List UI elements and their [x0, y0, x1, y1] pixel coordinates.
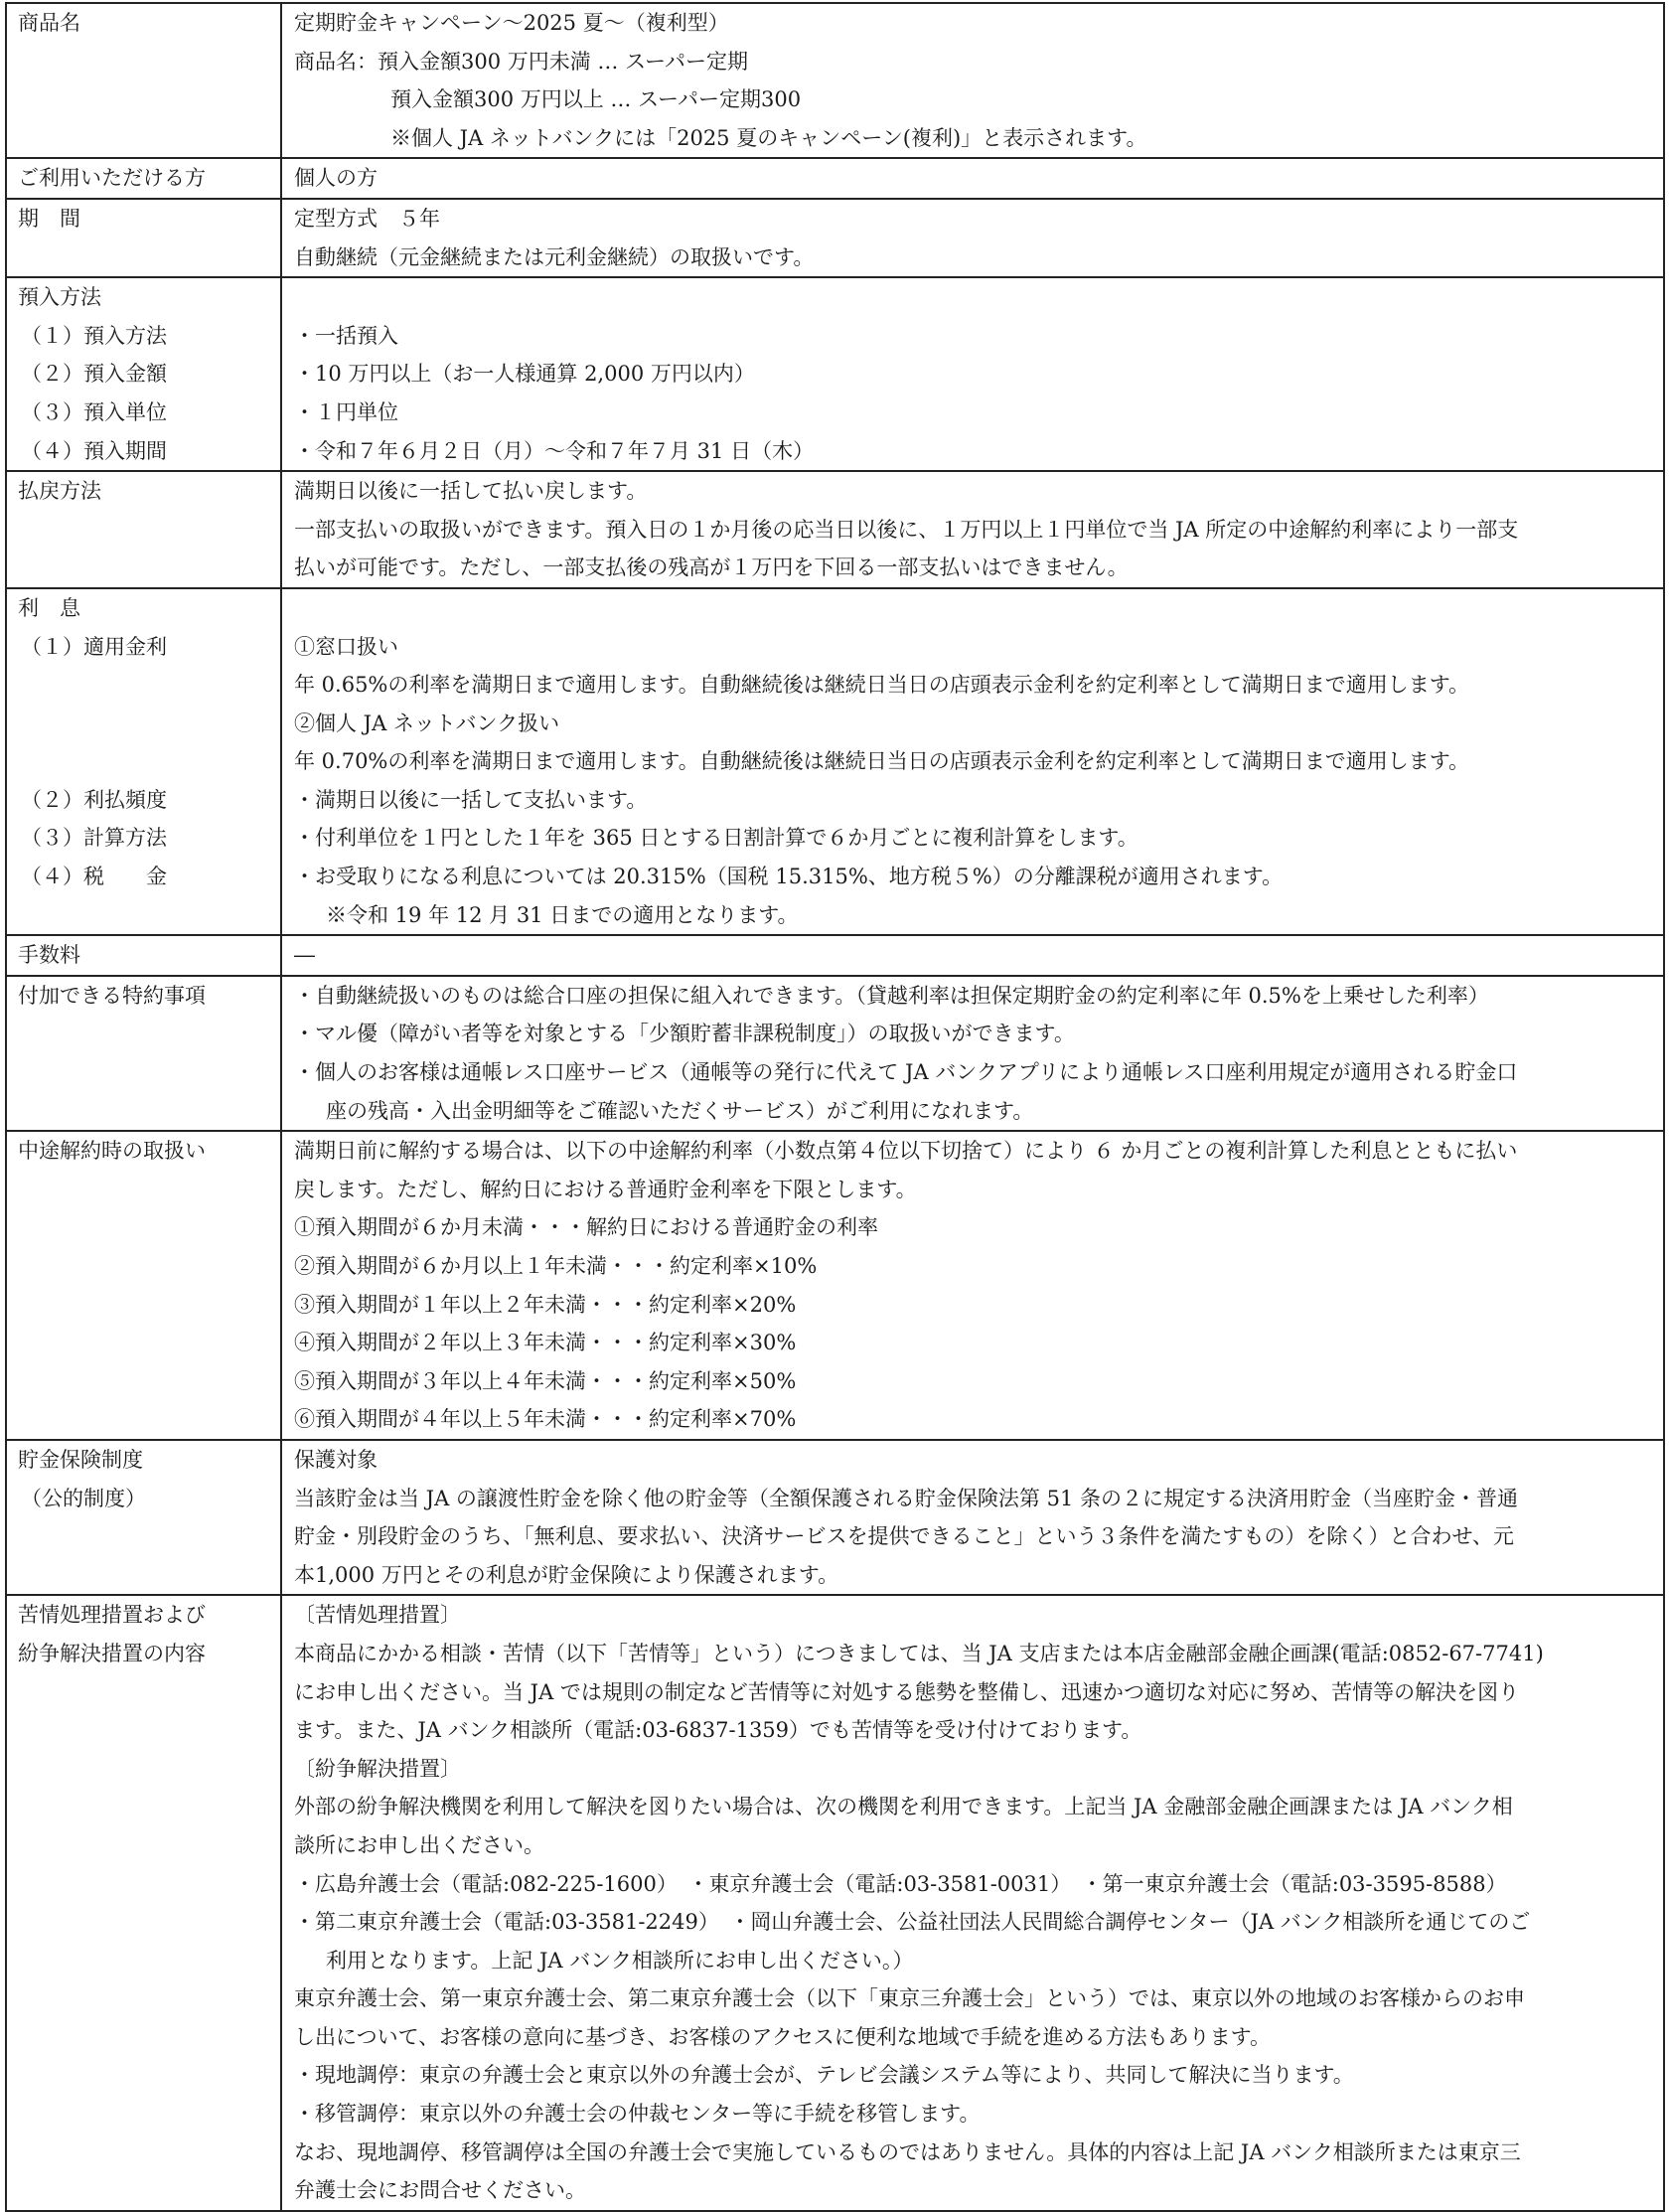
content-line: 貯金・別段貯金のうち、「無利息、要求払い、決済サービスを提供できること」という３条件を満たすもの）を除く）と合わせ、元: [294, 1524, 1514, 1549]
content-line: 満期日前に解約する場合は、以下の中途解約利率（小数点第４位以下切捨て）により ６ か月ごとの複利計算した利息とともに払い: [294, 1139, 1518, 1164]
content-line: ・個人のお客様は通帳レス口座サービス（通帳等の発行に代えて JA バンクアプリにより通帳レス口座利用規定が適用される貯金口: [294, 1060, 1518, 1085]
label-line: 紛争解決措置の内容: [18, 1641, 206, 1665]
content-eligible: [281, 158, 1664, 199]
content-line: ※個人 JA ネットバンクには「2025 夏のキャンペーン(複利)」と表示されます。: [390, 125, 1147, 150]
content-line: 弁護士会にお問合せください。: [294, 2178, 586, 2203]
row-special-terms: [6, 976, 1664, 1131]
label-line: 払戻方法: [18, 479, 101, 504]
label-line: 付加できる特約事項: [18, 983, 206, 1008]
label-line: （１）適用金利: [21, 634, 167, 659]
label-interest: [6, 588, 281, 935]
content-line: ②預入期間が６か月以上１年未満・・・約定利率×10%: [294, 1254, 818, 1278]
content-line: なお、現地調停、移管調停は全国の弁護士会で実施しているものではありません。具体的内容は上記 JA バンク相談所または東京三: [294, 2139, 1521, 2164]
label-withdrawal: [6, 471, 281, 588]
content-line: 自動継続（元金継続または元利金継続）の取扱いです。: [294, 244, 815, 269]
content-line: 東京弁護士会、第一東京弁護士会、第二東京弁護士会（以下「東京三弁護士会」という）では、東京以外の地域のお客様からのお申: [294, 1986, 1525, 2011]
product-description-table: [5, 2, 1665, 2212]
content-deposit-method: [281, 277, 1664, 471]
content-product-name: [281, 3, 1664, 158]
content-line: ②個人 JA ネットバンク扱い: [294, 711, 560, 735]
label-line: 利 息: [18, 595, 80, 620]
content-special-terms: [281, 976, 1664, 1131]
content-line: ・広島弁護士会（電話:082-225-1600） ・東京弁護士会（電話:03-3581-0031） ・第一東京弁護士会（電話:03-3595-8588）: [294, 1871, 1507, 1896]
label-line: 苦情処理措置および: [18, 1603, 206, 1628]
content-withdrawal: [281, 471, 1664, 588]
label-line: （４）税 金: [21, 865, 167, 889]
content-line: ・１円単位: [294, 399, 398, 424]
content-line: ―: [294, 943, 315, 968]
content-line: ③預入期間が１年以上２年未満・・・約定利率×20%: [294, 1292, 797, 1317]
content-line: 年 0.70%の利率を満期日まで適用します。自動継続後は継続日当日の店頭表示金利を約定利率として満期日まで適用します。: [294, 749, 1470, 774]
content-line: ⑥預入期間が４年以上５年未満・・・約定利率×70%: [294, 1407, 797, 1432]
label-line: （３）預入単位: [21, 399, 167, 424]
content-line: [294, 278, 1663, 317]
label-line: ご利用いただける方: [18, 166, 206, 191]
label-line: 貯金保険制度: [18, 1447, 143, 1472]
row-term: [6, 199, 1664, 277]
content-line: 談所にお申し出ください。: [294, 1832, 544, 1857]
content-term: [281, 199, 1664, 277]
content-line: ・移管調停：東京以外の弁護士会の仲裁センター等に手続を移管します。: [294, 2102, 981, 2127]
content-line: ①窓口扱い: [294, 634, 398, 659]
content-fee: [281, 935, 1664, 976]
label-line: （公的制度）: [21, 1486, 146, 1510]
content-line: 外部の紛争解決機関を利用して解決を図りたい場合は、次の機関を利用できます。上記当 JA 金融部金融企画課または JA バンク相: [294, 1795, 1513, 1819]
label-early-cancellation: [6, 1131, 281, 1440]
content-line: 当該貯金は当 JA の譲渡性貯金を除く他の貯金等（全額保護される貯金保険法第 51 条の２に規定する決済用貯金（当座貯金・普通: [294, 1486, 1519, 1510]
content-line: 〔苦情処理措置〕: [294, 1603, 461, 1628]
row-deposit-insurance: [6, 1440, 1664, 1595]
row-withdrawal: [6, 471, 1664, 588]
content-line: ①預入期間が６か月未満・・・解約日における普通貯金の利率: [294, 1215, 878, 1240]
content-interest: [281, 588, 1664, 935]
label-term: [6, 199, 281, 277]
content-line: 利用となります。上記 JA バンク相談所にお申し出ください。）: [326, 1948, 914, 1973]
content-line: ・お受取りになる利息については 20.315%（国税 15.315%、地方税５%）の分離課税が適用されます。: [294, 865, 1284, 889]
content-line: ・現地調停：東京の弁護士会と東京以外の弁護士会が、テレビ会議システム等により、共同して解決に当ります。: [294, 2063, 1354, 2088]
label-eligible: [6, 158, 281, 199]
content-line: [294, 589, 1663, 628]
label-line: [18, 666, 280, 705]
content-line: 戻します。ただし、解約日における普通貯金利率を下限とします。: [294, 1177, 917, 1201]
content-line: 個人の方: [294, 166, 378, 191]
content-line: ・一括預入: [294, 323, 398, 348]
content-early-cancellation: [281, 1131, 1664, 1440]
label-line: 手数料: [18, 943, 80, 968]
label-line: [18, 742, 280, 781]
content-line: ・第二東京弁護士会（電話:03-3581-2249） ・岡山弁護士会、公益社団法人民間総合調停センター（JA バンク相談所を通じてのご: [294, 1910, 1531, 1935]
content-line: 払いが可能です。ただし、一部支払後の残高が１万円を下回る一部支払いはできません。: [294, 555, 1129, 580]
content-line: ⑤預入期間が３年以上４年未満・・・約定利率×50%: [294, 1368, 797, 1393]
content-line: 年 0.65%の利率を満期日まで適用します。自動継続後は継続日当日の店頭表示金利を約定利率として満期日まで適用します。: [294, 673, 1470, 698]
content-line: ・自動継続扱いのものは総合口座の担保に組入れできます。（貸越利率は担保定期貯金の約定利率に年 0.5%を上乗せした利率）: [294, 983, 1489, 1008]
label-line: （２）預入金額: [21, 362, 167, 387]
content-complaints: [281, 1595, 1664, 2211]
content-line: ・満期日以後に一括して支払います。: [294, 787, 648, 812]
label-complaints: [6, 1595, 281, 2211]
content-line: 座の残高・入出金明細等をご確認いただくサービス）がご利用になれます。: [326, 1098, 1034, 1123]
content-line: ・マル優（障がい者等を対象とする「少額貯蓄非課税制度」）の取扱いができます。: [294, 1022, 1075, 1046]
content-line: 商品名：預入金額300 万円未満 … スーパー定期: [294, 49, 749, 74]
content-line: 定期貯金キャンペーン～2025 夏～（複利型）: [294, 11, 729, 35]
label-deposit-insurance: [6, 1440, 281, 1595]
label-special-terms: [6, 976, 281, 1131]
label-line: （１）預入方法: [21, 323, 167, 348]
content-deposit-insurance: [281, 1440, 1664, 1595]
row-complaints: [6, 1595, 1664, 2211]
row-product-name: [6, 3, 1664, 158]
content-line: 本商品にかかる相談・苦情（以下「苦情等」という）につきましては、当 JA 支店または本店金融部金融企画課(電話:0852-67-7741): [294, 1641, 1544, 1665]
content-line: 〔紛争解決措置〕: [294, 1756, 461, 1781]
content-line: ます。また、JA バンク相談所（電話:03-6837-1359）でも苦情等を受け付けております。: [294, 1718, 1142, 1743]
label-line: （３）計算方法: [21, 826, 167, 851]
content-line: ・令和７年６月２日（月）～令和７年７月 31 日（木）: [294, 438, 815, 463]
content-line: ・10 万円以上（お一人様通算 2,000 万円以内）: [294, 362, 755, 387]
content-line: ・付利単位を１円とした１年を 365 日とする日割計算で６か月ごとに複利計算をします。: [294, 826, 1138, 851]
content-line: 本1,000 万円とその利息が貯金保険により保護されます。: [294, 1562, 839, 1587]
content-line: し出について、お客様の意向に基づき、お客様のアクセスに便利な地域で手続を進める方法もあります。: [294, 2024, 1272, 2049]
row-deposit-method: [6, 277, 1664, 471]
content-line: 定型方式 ５年: [294, 206, 440, 231]
row-fee: [6, 935, 1664, 976]
row-eligible: [6, 158, 1664, 199]
label-line: [18, 705, 280, 743]
row-early-cancellation: [6, 1131, 1664, 1440]
row-interest: [6, 588, 1664, 935]
label-line: 預入方法: [18, 285, 101, 310]
label-fee: [6, 935, 281, 976]
label-deposit-method: [6, 277, 281, 471]
content-line: 満期日以後に一括して払い戻します。: [294, 479, 648, 504]
content-line: 預入金額300 万円以上 … スーパー定期300: [390, 87, 802, 112]
label-line: （４）預入期間: [21, 438, 167, 463]
content-line: ④預入期間が２年以上３年未満・・・約定利率×30%: [294, 1331, 797, 1355]
label-line: （２）利払頻度: [21, 787, 167, 812]
label-line: 商品名: [18, 11, 80, 35]
content-line: 保護対象: [294, 1447, 378, 1472]
content-line: 一部支払いの取扱いができます。預入日の１か月後の応当日以後に、１万円以上１円単位で当 JA 所定の中途解約利率により一部支: [294, 517, 1519, 542]
label-line: 中途解約時の取扱い: [18, 1139, 206, 1164]
label-line: 期 間: [18, 206, 80, 231]
content-line: にお申し出ください。当 JA では規則の制定など苦情等に対処する態勢を整備し、迅速かつ適切な対応に努め、苦情等の解決を図り: [294, 1679, 1520, 1704]
label-product-name: [6, 3, 281, 158]
content-line: ※令和 19 年 12 月 31 日までの適用となります。: [326, 902, 799, 927]
